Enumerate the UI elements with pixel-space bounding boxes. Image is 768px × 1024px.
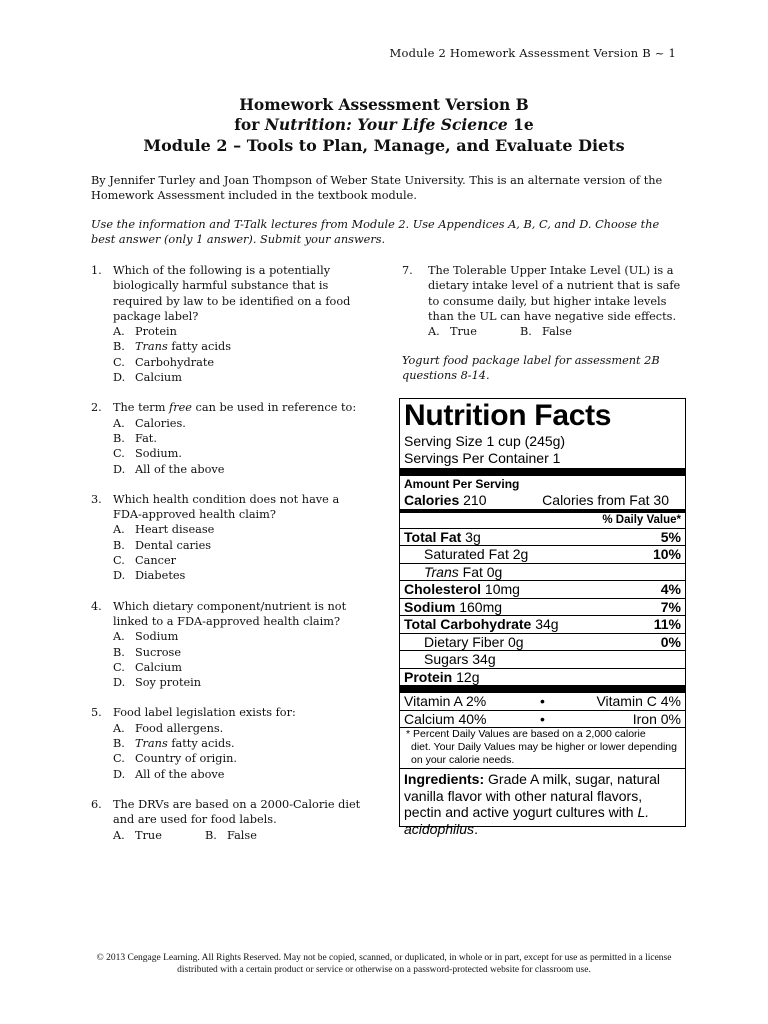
nutrient-label: Total Fat: [404, 528, 462, 545]
option-b[interactable]: [520, 324, 612, 339]
nutrient-label: [424, 564, 502, 581]
calcium: Calcium 40%: [404, 710, 487, 727]
questions-right-column: [402, 263, 687, 383]
option-letter: D.: [113, 371, 126, 385]
nutrient-label: Sugars 34g: [424, 651, 496, 667]
option-text: Carbohydrate: [135, 355, 215, 369]
option-c[interactable]: [113, 446, 366, 461]
option-text: All of the above: [135, 767, 225, 781]
nutrient-amount: 3g: [461, 528, 481, 545]
option-a[interactable]: [113, 522, 366, 537]
option-a[interactable]: [428, 324, 520, 339]
nutrient-amount: 12g: [452, 668, 480, 685]
option-text: Country of origin.: [135, 752, 238, 766]
sodium-row: [404, 599, 681, 616]
option-letter: B.: [113, 538, 125, 552]
option-text: Sodium: [135, 630, 179, 644]
option-text: False: [227, 828, 257, 842]
option-letter: D.: [113, 462, 126, 476]
calories-row: [404, 492, 681, 509]
nutrient-amount: 34g: [531, 616, 559, 632]
nutrient-amount: 160mg: [455, 598, 503, 615]
nutrient-amount: 10mg: [481, 581, 520, 597]
question-6: [91, 797, 366, 843]
question-number: 5.: [91, 706, 102, 720]
calories: [404, 492, 487, 509]
intro-paragraph: By Jennifer Turley and Joan Thompson of Weber State University. This is an alternate version of the Homework Assessment included in the textbook module.: [91, 174, 663, 202]
option-text: [135, 736, 235, 751]
option-c[interactable]: [113, 751, 366, 766]
text-post: can be used in reference to:: [191, 401, 357, 415]
divider-thick: [400, 685, 685, 693]
option-rest: fatty acids.: [167, 737, 235, 751]
option-d[interactable]: [113, 462, 366, 477]
footnote-line-2: diet. Your Daily Values may be higher or lower depending on your calorie needs.: [411, 741, 677, 766]
amount-per-serving: Amount Per Serving: [404, 477, 520, 491]
options-inline: [113, 828, 366, 843]
daily-value: 11%: [653, 616, 681, 632]
ingredients-text: Grade A milk, sugar, natural vanilla flavor with other natural flavors, pectin and active yogurt cultures with: [404, 771, 660, 820]
nutrient-label: Saturated Fat 2g: [424, 546, 529, 562]
option-d[interactable]: [113, 767, 366, 782]
option-d[interactable]: [113, 568, 366, 583]
question-number: 2.: [91, 401, 102, 415]
total-fat: [404, 529, 481, 546]
option-letter: A.: [113, 325, 125, 339]
option-letter: A.: [113, 523, 125, 537]
option-text: False: [542, 325, 572, 339]
option-letter: B.: [113, 431, 125, 445]
copyright-footer: © 2013 Cengage Learning. All Rights Reserved. May not be copied, scanned, or duplicated, in whole or in part, except for use as permitted in a license distributed with a certain product or service or otherwise on a password-protected website for classroom use.: [96, 953, 672, 975]
question-text: The Tolerable Upper Intake Level (UL) is a dietary intake level of a nutrient that is safe to consume daily, but higher intake levels than the UL can have negative side effects.: [428, 264, 681, 323]
sugars-row: [404, 651, 681, 668]
option-letter: D.: [113, 676, 126, 690]
options-inline: [428, 324, 687, 339]
divider: [400, 768, 685, 769]
question-7: [402, 263, 687, 339]
daily-value-header: % Daily Value*: [602, 513, 681, 526]
option-text: Soy protein: [135, 676, 202, 690]
option-text: Fat.: [135, 431, 157, 445]
option-text: Sodium.: [135, 447, 182, 461]
nutrient-label: Cholesterol: [404, 581, 482, 597]
title-prefix: for: [234, 115, 265, 134]
question-number: 3.: [91, 492, 102, 506]
question-4: [91, 599, 366, 691]
vitamin-row-1: [404, 693, 681, 710]
divider-thick: [400, 468, 685, 476]
total-carbohydrate-row: [404, 616, 681, 633]
label-caption: Yogurt food package label for assessment 2B questions 8-14.: [402, 354, 660, 383]
option-letter: C.: [113, 660, 125, 674]
question-number: 1.: [91, 264, 102, 277]
option-text: True: [450, 325, 477, 339]
iron: Iron 0%: [632, 710, 681, 727]
title-line-3: Module 2 – Tools to Plan, Manage, and Evaluate Diets: [143, 136, 625, 155]
option-a[interactable]: [113, 324, 366, 339]
calories-value: 210: [459, 492, 487, 508]
option-letter: A.: [113, 416, 125, 430]
option-letter: A.: [428, 325, 440, 339]
question-1: [91, 263, 366, 385]
option-letter: B.: [205, 828, 217, 842]
calories-label: Calories: [404, 492, 460, 508]
dietary-fiber-row: [404, 634, 681, 651]
vitamin-c: Vitamin C 4%: [596, 693, 681, 709]
option-letter: A.: [113, 721, 125, 735]
option-letter: A.: [113, 630, 125, 644]
question-text: Which of the following is a potentially biologically harmful substance that is required by law to be identified on a food package label?: [113, 264, 351, 323]
option-c[interactable]: [113, 553, 366, 568]
option-b[interactable]: [113, 736, 366, 751]
option-text: Cancer: [135, 554, 177, 568]
servings-per-container: Servings Per Container 1: [404, 449, 561, 466]
trans-rest: Fat 0g: [458, 563, 503, 580]
option-letter: C.: [113, 752, 125, 766]
option-letter: B.: [520, 325, 532, 339]
option-text: Sucrose: [135, 645, 182, 659]
question-3: [91, 492, 366, 584]
option-letter: D.: [113, 569, 126, 583]
option-letter: B.: [113, 645, 125, 659]
option-c[interactable]: [113, 660, 366, 675]
option-letter: A.: [113, 828, 125, 842]
option-a[interactable]: [113, 416, 366, 431]
daily-value: 4%: [660, 581, 681, 597]
option-text: True: [135, 828, 162, 842]
question-number: 6.: [91, 797, 102, 811]
option-text: Calcium: [135, 371, 182, 385]
footnote-line-1: * Percent Daily Values are based on a 2,000 calorie: [406, 728, 646, 740]
running-header: Module 2 Homework Assessment Version B ~ 1: [389, 46, 676, 60]
daily-value: 7%: [660, 598, 681, 615]
total-carbohydrate: [404, 616, 559, 633]
vitamin-row-2: [404, 711, 681, 728]
protein-row: [404, 669, 681, 686]
question-number: 4.: [91, 599, 102, 613]
option-letter: C.: [113, 447, 125, 461]
edition: 1e: [507, 115, 534, 134]
option-text: Heart disease: [135, 523, 215, 537]
option-emphasis: Trans: [135, 340, 168, 354]
title-line-2: [0, 115, 768, 135]
question-text: [113, 400, 366, 415]
option-c[interactable]: [113, 355, 366, 370]
option-text: Protein: [135, 325, 177, 339]
option-a[interactable]: [113, 629, 366, 644]
title-line-1: Homework Assessment Version B: [239, 95, 529, 114]
text-emphasis: free: [169, 401, 192, 415]
ingredients-end: .: [474, 820, 478, 837]
text-pre: The term: [113, 401, 170, 415]
option-letter: B.: [113, 737, 125, 751]
option-d[interactable]: [113, 370, 366, 385]
trans-emphasis: Trans: [424, 563, 459, 580]
serving-size: Serving Size 1 cup (245g): [404, 433, 566, 449]
question-5: [91, 705, 366, 781]
nutrition-facts-label: [399, 398, 686, 837]
option-text: Food allergens.: [135, 721, 224, 735]
option-letter: C.: [113, 355, 125, 369]
option-b[interactable]: [113, 431, 366, 446]
question-number: 7.: [402, 264, 413, 277]
option-a[interactable]: [113, 828, 205, 843]
nutrition-facts-title: Nutrition Facts: [404, 399, 612, 432]
instructions-paragraph: Use the information and T-Talk lectures from Module 2. Use Appendices A, B, C, and D. Choose the best answer (only 1 answer). Submit your answers.: [91, 218, 660, 246]
nutrient-label: Sodium: [404, 598, 456, 615]
nutrient-label: Dietary Fiber 0g: [424, 633, 524, 650]
option-text: Calcium: [135, 660, 182, 674]
option-text: Dental caries: [135, 538, 212, 552]
title-block: [0, 95, 768, 156]
trans-fat-row: [404, 564, 681, 581]
option-text: Calories.: [135, 416, 186, 430]
saturated-fat-row: [404, 546, 681, 563]
book-title: Nutrition: Your Life Science: [264, 115, 508, 134]
option-text: [135, 339, 231, 354]
option-b[interactable]: [113, 645, 366, 660]
question-text: The DRVs are based on a 2000-Calorie diet and are used for food labels.: [113, 797, 361, 827]
protein: [404, 669, 479, 686]
daily-value-footnote: [404, 728, 681, 767]
option-b[interactable]: [113, 339, 366, 354]
option-letter: B.: [113, 340, 125, 354]
nutrient-label: Protein: [404, 668, 453, 685]
ingredients: [404, 771, 681, 837]
question-text: Which dietary component/nutrient is not linked to a FDA-approved health claim?: [113, 599, 347, 628]
ingredients-label: Ingredients:: [404, 771, 485, 787]
option-letter: D.: [113, 767, 126, 781]
total-fat-row: [404, 529, 681, 546]
daily-value: 5%: [660, 528, 681, 545]
vitamin-a: Vitamin A 2%: [404, 693, 487, 709]
question-2: [91, 400, 366, 476]
bullet: •: [540, 693, 545, 709]
option-d[interactable]: [113, 675, 366, 690]
option-b[interactable]: [205, 828, 297, 843]
ingredients-culture: L. acidophilus: [404, 804, 650, 837]
questions-left-column: [91, 263, 366, 858]
nutrient-label: Total Carbohydrate: [404, 616, 532, 632]
option-text: All of the above: [135, 462, 225, 476]
option-text: Diabetes: [135, 569, 186, 583]
option-rest: fatty acids: [167, 340, 232, 354]
option-a[interactable]: [113, 721, 366, 736]
calories-from-fat: Calories from Fat 30: [542, 492, 669, 508]
option-b[interactable]: [113, 538, 366, 553]
cholesterol: [404, 581, 520, 598]
option-emphasis: Trans: [135, 737, 168, 751]
bullet: •: [540, 710, 545, 727]
question-text: Food label legislation exists for:: [113, 706, 296, 720]
daily-value: 0%: [660, 633, 681, 650]
sodium: [404, 599, 502, 616]
option-letter: C.: [113, 554, 125, 568]
daily-value: 10%: [652, 546, 681, 562]
cholesterol-row: [404, 581, 681, 598]
question-text: Which health condition does not have a FDA-approved health claim?: [113, 492, 340, 522]
